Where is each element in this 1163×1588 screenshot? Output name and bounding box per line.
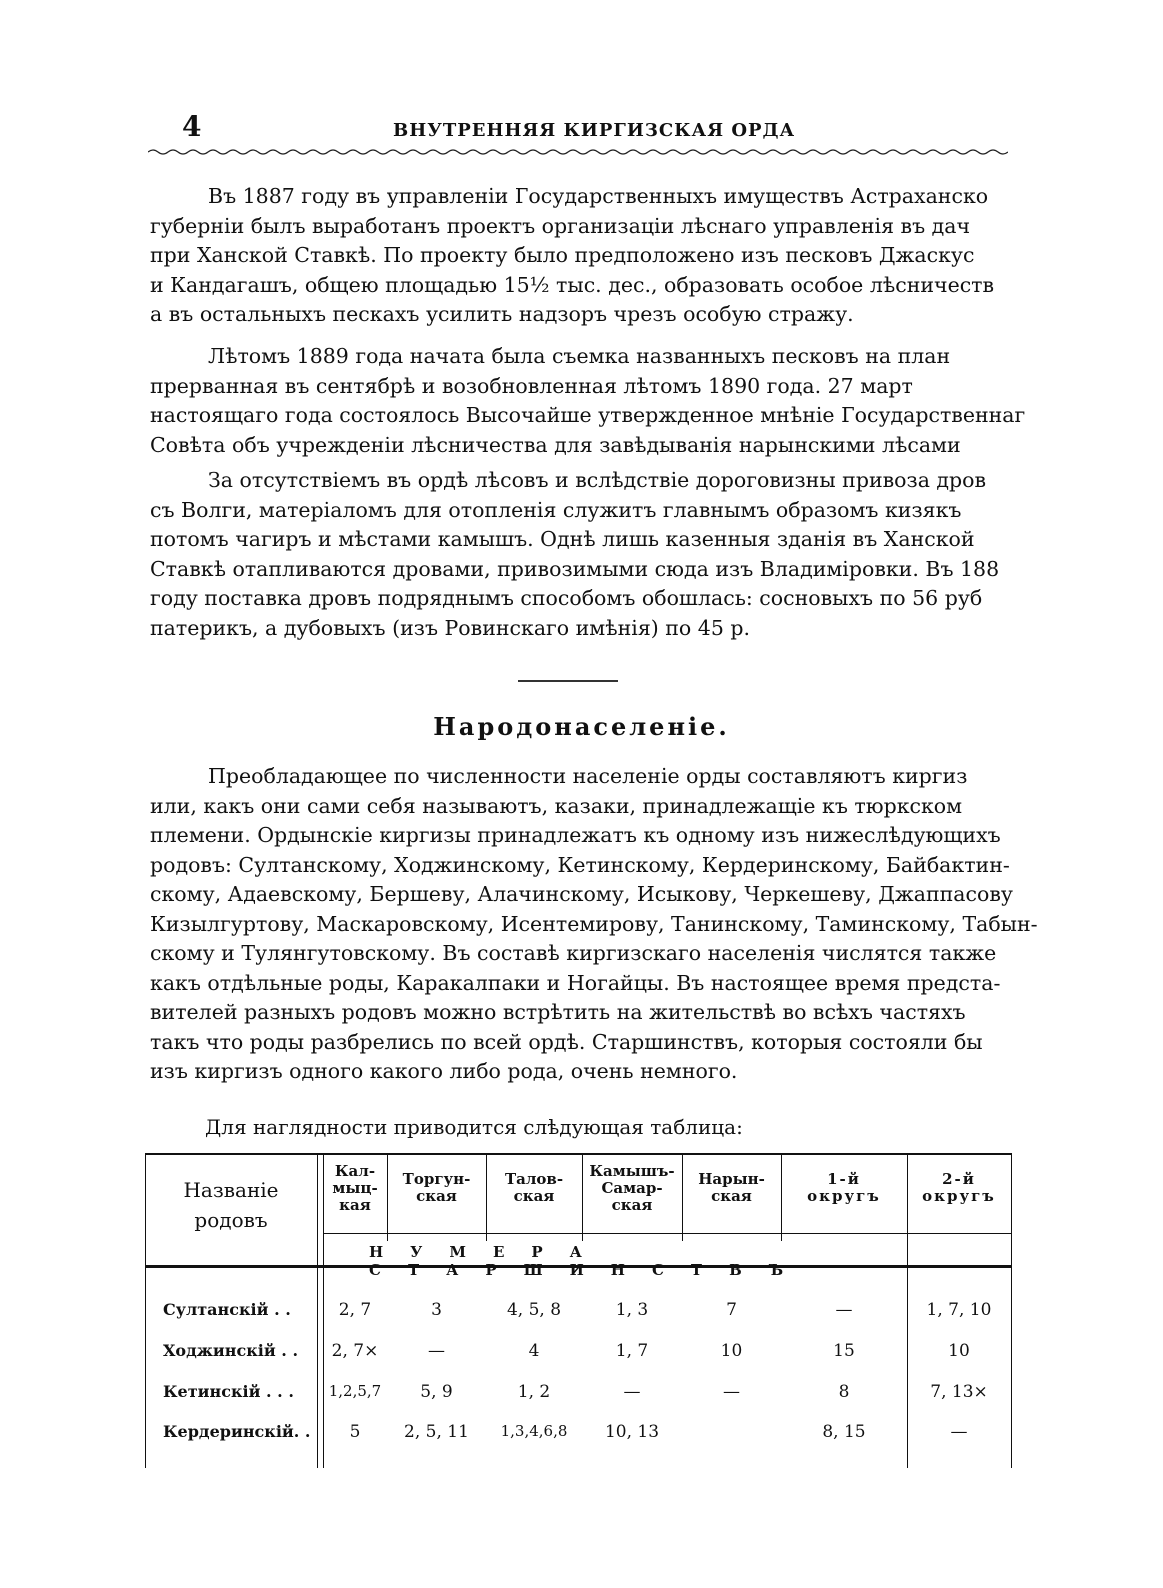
text-line: или, какъ они сами себя называютъ, казаки, принадлежащіе къ тюркском (150, 793, 963, 818)
header-line: ская (513, 1187, 555, 1205)
col-header-clan-name (145, 1175, 317, 1235)
text-line: За отсутствіемъ въ ордѣ лѣсовъ и вслѣдствіе дороговизны привоза дров (208, 468, 987, 492)
text-line: племени. Ордынскіе киргизы принадлежатъ къ одному изъ нижеслѣдующихъ (150, 823, 1001, 847)
row-name: Кетинскій . . . (163, 1382, 294, 1401)
header-line: мыц- (332, 1179, 378, 1197)
text-line: такъ что роды разбрелись по всей ордѣ. Старшинствъ, которыя состояли бы (150, 1029, 983, 1054)
text-line: Кизылгуртову, Маскаровскому, Исентемирову, Танинскому, Таминскому, Табын- (150, 911, 1038, 936)
text-line: настоящаго года состоялось Высочайше утвержденное мнѣніе Государственнаг (150, 403, 1026, 427)
header-line: округъ (807, 1187, 881, 1205)
table-cell: 8 (838, 1382, 850, 1402)
header-line: ская (611, 1196, 653, 1214)
text-line: патерикъ, а дубовыхъ (изъ Ровинскаго имѣнія) по 45 р. (150, 615, 751, 640)
col-header-kalmyk (323, 1163, 387, 1214)
text-line: съ Волги, матеріаломъ для отопленія служитъ главнымъ образомъ кизякъ (150, 497, 962, 522)
table-cell: 7 (726, 1300, 737, 1320)
header-line: кая (339, 1196, 371, 1214)
table-cell: — (950, 1422, 968, 1442)
text-line: Совѣта объ учрежденіи лѣсничества для завѣдыванія нарынскими лѣсами (150, 432, 961, 457)
header-line: округъ (922, 1187, 996, 1205)
col-header-naryn (682, 1171, 781, 1205)
table-cell: 4, 5, 8 (506, 1300, 562, 1320)
text-line: скому, Адаевскому, Бершеву, Алачинскому, Исыкову, Черкешеву, Джаппасову (150, 882, 1013, 906)
header-line: Названіе (183, 1178, 279, 1202)
population-paragraph (150, 762, 1038, 1087)
table-cell: 10 (720, 1341, 743, 1361)
table-cell: 5 (349, 1422, 361, 1442)
table-cell: 8, 15 (822, 1422, 866, 1442)
text-line: скому и Тулянгутовскому. Въ составѣ киргизскаго населенія числятся также (150, 941, 997, 965)
table-cell: 2, 5, 11 (404, 1422, 469, 1442)
table-cell: — (723, 1382, 740, 1402)
row-name: Султанскій . . (163, 1300, 291, 1319)
text-line: Преобладающее по численности населеніе орды составляютъ киргиз (208, 764, 968, 788)
text-line: Въ 1887 году въ управленіи Государственныхъ имуществъ Астраханско (208, 184, 989, 208)
subheader-numera: НУМЕРА СТАРШИНСТВЪ (369, 1243, 811, 1279)
forestry-paragraph-3 (150, 466, 1010, 643)
table-cell: 1, 3 (615, 1300, 649, 1320)
text-line: году поставка дровъ подряднымъ способомъ обошлась: сосновыхъ по 56 руб (150, 586, 983, 610)
header-line: 2-й (942, 1170, 976, 1188)
table-cell: 1, 7 (615, 1341, 649, 1361)
table-cell: 2, 7 (338, 1300, 372, 1320)
header-line: родовъ (194, 1208, 268, 1232)
col-header-torgun (387, 1171, 486, 1205)
row-name: Кердеринскій. . (163, 1422, 311, 1441)
header-line: Торгун- (402, 1170, 471, 1188)
table-cell: 5, 9 (420, 1382, 453, 1402)
page-number: 4 (182, 110, 202, 143)
table-intro: Для наглядности приводится слѣдующая таблица: (205, 1115, 743, 1139)
forestry-paragraph-2 (150, 342, 1026, 460)
table-cell: — (835, 1300, 853, 1320)
text-line: а въ остальныхъ пескахъ усилить надзоръ чрезъ особую стражу. (150, 302, 854, 326)
header-line: ская (416, 1187, 457, 1205)
table-cell: 3 (431, 1300, 442, 1320)
table-header-rule (323, 1233, 1011, 1234)
row-name: Ходжинскій . . (163, 1341, 299, 1360)
header-wavy-rule (148, 148, 1008, 156)
header-line: Кал- (334, 1162, 376, 1180)
page-header (148, 110, 1018, 150)
clans-table (145, 1153, 1013, 1468)
text-line: какъ отдѣльные роды, Каракалпаки и Ногайцы. Въ настоящее время предста- (150, 970, 1001, 995)
table-cell: 10 (948, 1341, 970, 1361)
table-cell: 1,3,4,6,8 (500, 1422, 568, 1440)
forestry-paragraph-1 (150, 182, 1010, 330)
text-line: вителей разныхъ родовъ можно встрѣтить на жительствѣ во всѣхъ частяхъ (150, 1000, 966, 1024)
text-line: потомъ чагиръ и мѣстами камышъ. Однѣ лишь казенныя зданія въ Ханской (150, 527, 975, 551)
text-line: изъ киргизъ одного какого либо рода, очень немного. (150, 1059, 738, 1083)
table-cell: 1, 2 (517, 1382, 551, 1402)
text-line: Лѣтомъ 1889 года начата была съемка названныхъ песковъ на план (208, 344, 951, 368)
col-header-district-2 (907, 1171, 1011, 1205)
table-cell: 10, 13 (604, 1422, 660, 1442)
col-header-district-1 (781, 1171, 907, 1205)
header-line: Камышъ- (589, 1162, 675, 1180)
text-line: родовъ: Султанскому, Ходжинскому, Кетинскому, Кердеринскому, Байбактин- (150, 852, 1010, 877)
text-line: губерніи былъ выработанъ проектъ организаціи лѣснаго управленія въ дач (150, 213, 971, 238)
text-line: при Ханской Ставкѣ. По проекту было предположено изъ песковъ Джаскус (150, 243, 975, 267)
text-line: и Кандагашъ, общею площадью 15½ тыс. дес., образовать особое лѣсничеств (150, 272, 995, 297)
table-top-rule (145, 1153, 1011, 1155)
table-cell: 15 (833, 1341, 855, 1361)
table-cell: 1,2,5,7 (328, 1382, 382, 1400)
running-title: ВНУТРЕННЯЯ КИРГИЗСКАЯ ОРДА (393, 120, 796, 141)
table-cell: 1, 7, 10 (926, 1300, 992, 1320)
header-line: ская (711, 1187, 752, 1205)
header-line: Самар- (601, 1179, 663, 1197)
text-line: прерванная въ сентябрѣ и возобновленная лѣтомъ 1890 года. 27 март (150, 373, 913, 398)
header-line: 1-й (827, 1170, 861, 1188)
table-column-rule (317, 1153, 318, 1468)
col-header-talov (486, 1171, 582, 1205)
section-title: Народонаселеніе. (433, 712, 730, 741)
text-line: Ставкѣ отапливаются дровами, привозимыми сюда изъ Владиміровки. Въ 188 (150, 556, 1000, 581)
table-cell: — (623, 1382, 641, 1402)
col-header-kamysh-samar (582, 1163, 682, 1214)
table-cell: 2, 7× (331, 1341, 379, 1361)
table-border (1011, 1153, 1012, 1468)
header-line: Талов- (504, 1170, 564, 1188)
header-line: Нарын- (698, 1170, 765, 1188)
table-cell: — (428, 1341, 445, 1361)
table-cell: 7, 13× (930, 1382, 988, 1402)
table-cell: 4 (528, 1341, 540, 1361)
section-divider (518, 680, 618, 682)
